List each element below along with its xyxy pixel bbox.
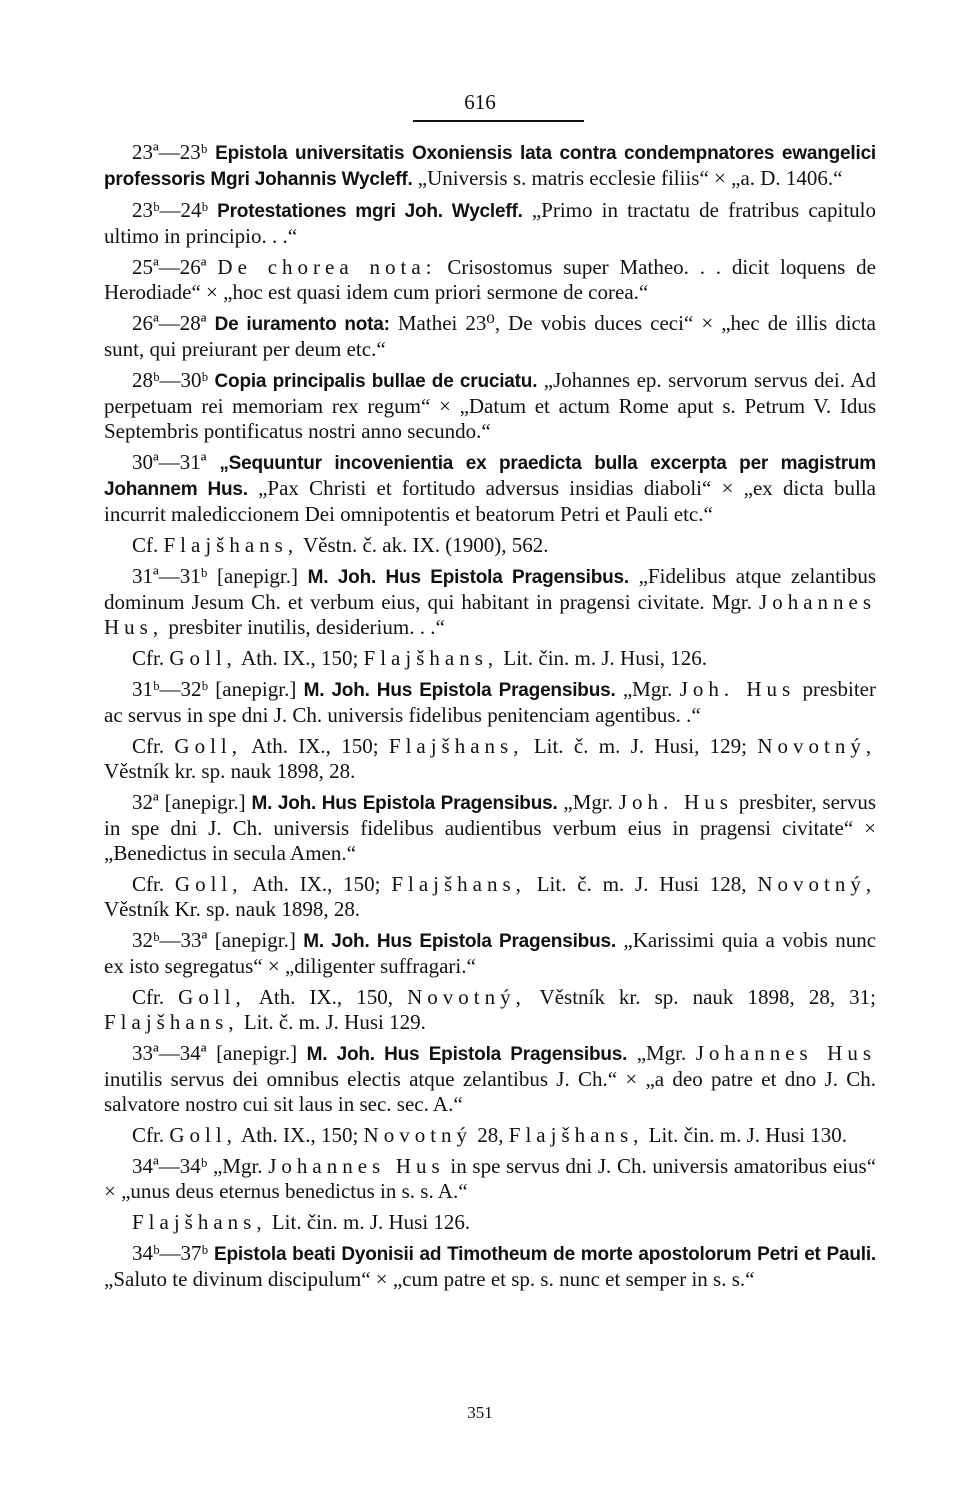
ref-abbrev: Cf. xyxy=(132,533,159,557)
ref-author: Flajšhans, xyxy=(132,1210,267,1234)
page-number-bottom: 351 xyxy=(467,1403,493,1422)
ref-author: Goll, xyxy=(178,985,246,1009)
anepigr-note: [anepigr.] xyxy=(216,564,298,588)
ref-author: Novotný xyxy=(363,1123,473,1147)
ref-author: Flajšhans, xyxy=(388,734,524,758)
entry-spaced-name: Johannes Hus xyxy=(268,1154,445,1178)
catalog-entries xyxy=(104,140,876,1298)
entry-text-continued: presbiter, servus in spe dni J. Ch. universis fidelibus audientibus verbum eius in pragensi civitate“ × „Benedictus in secula Amen.“ xyxy=(104,790,877,865)
ref-abbrev: Cfr. xyxy=(132,872,165,896)
entry-23a-23b xyxy=(104,140,876,192)
ref-source: Ath. IX., 150; xyxy=(252,872,381,896)
ref-source: Věstník Kr. sp. nauk 1898, 28. xyxy=(104,897,361,921)
entry-text-continued: in spe servus dni J. Ch. universis amatoribus eius“ × „unus deus eternus benedictus in s. s. A.“ xyxy=(104,1154,877,1203)
ref-source: Ath. IX., 150; xyxy=(251,734,379,758)
entry-text: „Mgr. xyxy=(636,1041,687,1065)
ref-source: Lit. č. m. J. Husi 129. xyxy=(243,1010,426,1034)
entry-spaced-title: De chorea nota: xyxy=(217,255,437,279)
entry-title: De iuramento nota: xyxy=(214,314,390,335)
entry-title: „Sequuntur incovenientia ex praedicta bulla excerpta per magistrum Johannem Hus. xyxy=(104,453,877,500)
entry-text: „Universis s. matris ecclesie filiis“ × „a. D. 1406.“ xyxy=(417,166,843,190)
ref-source: Lit. č. m. J. Husi, 129; xyxy=(533,734,747,758)
reference-line xyxy=(104,646,876,671)
entry-title: Epistola beati Dyonisii ad Timotheum de morte apostolorum Petri et Pauli. xyxy=(214,1244,877,1265)
ref-author: Flajšhans, xyxy=(508,1123,644,1147)
ref-abbrev: Cfr. xyxy=(132,985,165,1009)
folio: 26ª—28ª xyxy=(132,311,207,335)
reference-line xyxy=(104,1210,876,1235)
entry-title: Epistola universitatis Oxoniensis lata contra condempnatores ewangelici professoris Mgri Johannis Wycleff. xyxy=(104,143,877,190)
entry-text-continued: presbiter ac servus in spe dni J. Ch. universis fidelibus penitenciam agentibus. .“ xyxy=(104,677,876,727)
entry-34b-37b xyxy=(104,1241,876,1292)
entry-title: M. Joh. Hus Epistola Pragensibus. xyxy=(303,680,616,701)
entry-32b-33a xyxy=(104,928,876,979)
header-rule xyxy=(413,120,584,122)
folio: 30ª—31ª xyxy=(132,450,207,474)
ref-abbrev: Cfr. xyxy=(132,734,165,758)
anepigr-note: [anepigr.] xyxy=(215,677,297,701)
ref-author: Flajšhans, xyxy=(163,533,299,557)
ref-author: Goll, xyxy=(174,734,243,758)
folio: 23ᵇ—24ᵇ xyxy=(132,198,209,222)
anepigr-note: [anepigr.] xyxy=(164,790,246,814)
entry-text: „Johannes ep. servorum servus dei. Ad perpetuam rei memoriam rex regum“ × „Datum et actum Rome aput s. Petrum V. Idus Septembris pontificatus nostri anno secundo.“ xyxy=(104,368,877,443)
folio: 32ª xyxy=(132,790,159,814)
ref-source: Lit. čin. m. J. Husi 126. xyxy=(271,1210,471,1234)
ref-author: Goll, xyxy=(174,872,243,896)
entry-text: „Saluto te divinum discipulum“ × „cum patre et sp. s. nunc et semper in s. s.“ xyxy=(104,1267,755,1291)
ref-source: Lit. čin. m. J. Husi, 126. xyxy=(503,646,707,670)
entry-26a-28a xyxy=(104,311,876,362)
reference-line xyxy=(104,985,876,1035)
folio: 31ᵇ—32ᵇ xyxy=(132,677,209,701)
entry-spaced-name: Johannes Hus, xyxy=(104,590,877,639)
entry-34a-34b xyxy=(104,1154,876,1204)
reference-line xyxy=(104,734,876,784)
entry-33a-34a xyxy=(104,1041,876,1117)
entry-text: „Mgr. xyxy=(563,790,613,814)
entry-31b-32b xyxy=(104,677,876,728)
entry-title: M. Joh. Hus Epistola Pragensibus. xyxy=(251,793,558,814)
ref-author: Flajšhans, xyxy=(104,1010,239,1034)
entry-text: Mathei 23⁰, De vobis duces ceci“ × „hec de illis dicta sunt, qui preiurant per deum etc.“ xyxy=(104,311,877,361)
entry-spaced-name: Johannes Hus xyxy=(695,1041,877,1065)
entry-23b-24b xyxy=(104,198,876,249)
ref-abbrev: Cfr. xyxy=(132,1123,165,1147)
entry-title: Protestationes mgri Joh. Wycleff. xyxy=(217,201,523,222)
entry-text: „Fidelibus atque zelantibus dominum Jesum Ch. et verbum eius, qui habitant in pragensi civitate. Mgr. xyxy=(104,564,876,614)
ref-author: Flajšhans, xyxy=(391,872,526,896)
reference-line xyxy=(104,872,876,922)
page-number-top: 616 xyxy=(464,90,496,114)
entry-text: „Mgr. xyxy=(622,677,673,701)
reference-line xyxy=(104,533,876,558)
ref-author: Novotný, xyxy=(757,734,877,758)
entry-28b-30b xyxy=(104,368,876,444)
entry-spaced-name: Joh. Hus xyxy=(618,790,733,814)
entry-title: M. Joh. Hus Epistola Pragensibus. xyxy=(303,931,616,952)
ref-source: Lit. čin. m. J. Husi 130. xyxy=(648,1123,847,1147)
entry-text-continued: inutilis servus dei omnibus electis atque zelantibus J. Ch.“ × „a deo patre et dno J. Ch. salvatore nostro cui sit laus in sec. sec. A.“ xyxy=(104,1067,876,1116)
reference-line xyxy=(104,1123,876,1148)
entry-title: M. Joh. Hus Epistola Pragensibus. xyxy=(306,1044,628,1065)
entry-spaced-name: Joh. Hus xyxy=(679,677,796,701)
entry-text: „Primo in tractatu de fratribus capitulo ultimo in principio. . .“ xyxy=(104,198,876,248)
folio: 25ª—26ª xyxy=(132,255,207,279)
entry-text: „Pax Christi et fortitudo adversus insidias diaboli“ × „ex dicta bulla incurrit malediccionem Dei omnipotentis et beatorum Petri et Pauli etc.“ xyxy=(104,476,876,526)
ref-author: Novotný, xyxy=(407,985,526,1009)
entry-32a xyxy=(104,790,876,866)
folio: 28ᵇ—30ᵇ xyxy=(132,368,209,392)
anepigr-note: [anepigr.] xyxy=(214,928,296,952)
ref-source: 28, xyxy=(477,1123,504,1147)
entry-30a-31a xyxy=(104,450,876,527)
folio: 34ᵇ—37ᵇ xyxy=(132,1241,209,1265)
ref-source: Věstník kr. sp. nauk 1898, 28, 31; xyxy=(539,985,876,1009)
ref-author: Goll, xyxy=(169,646,237,670)
ref-source: Ath. IX., 150; xyxy=(241,646,359,670)
folio: 32ᵇ—33ª xyxy=(132,928,208,952)
entry-text: Crisostomus super Matheo. . . dicit loquens de Herodiade“ × „hoc est quasi idem cum priori sermone de corea.“ xyxy=(104,255,876,304)
ref-abbrev: Cfr. xyxy=(132,646,165,670)
anepigr-note: [anepigr.] xyxy=(216,1041,298,1065)
entry-text-continued: presbiter inutilis, desiderium. . .“ xyxy=(168,615,445,639)
ref-source: Lit. č. m. J. Husi 128, xyxy=(536,872,747,896)
ref-author: Novotný, xyxy=(757,872,877,896)
ref-source: Ath. IX., 150, xyxy=(258,985,393,1009)
entry-text: „Mgr. xyxy=(212,1154,263,1178)
ref-author: Flajšhans, xyxy=(363,646,499,670)
folio: 23ª—23ᵇ xyxy=(132,140,208,164)
ref-source: Ath. IX., 150; xyxy=(241,1123,359,1147)
entry-title: Copia principalis bullae de cruciatu. xyxy=(214,371,538,392)
entry-title: M. Joh. Hus Epistola Pragensibus. xyxy=(307,567,629,588)
folio: 33ª—34ª xyxy=(132,1041,207,1065)
entry-31a-31b xyxy=(104,564,876,640)
folio: 34ª—34ᵇ xyxy=(132,1154,208,1178)
ref-source: Věstn. č. ak. IX. (1900), 562. xyxy=(302,533,549,557)
ref-author: Goll, xyxy=(169,1123,237,1147)
folio: 31ª—31ᵇ xyxy=(132,564,208,588)
entry-text: „Karissimi quia a vobis nunc ex isto segregatus“ × „diligenter suffragari.“ xyxy=(104,928,877,978)
ref-source: Věstník kr. sp. nauk 1898, 28. xyxy=(104,759,356,783)
entry-25a-26a xyxy=(104,255,876,305)
